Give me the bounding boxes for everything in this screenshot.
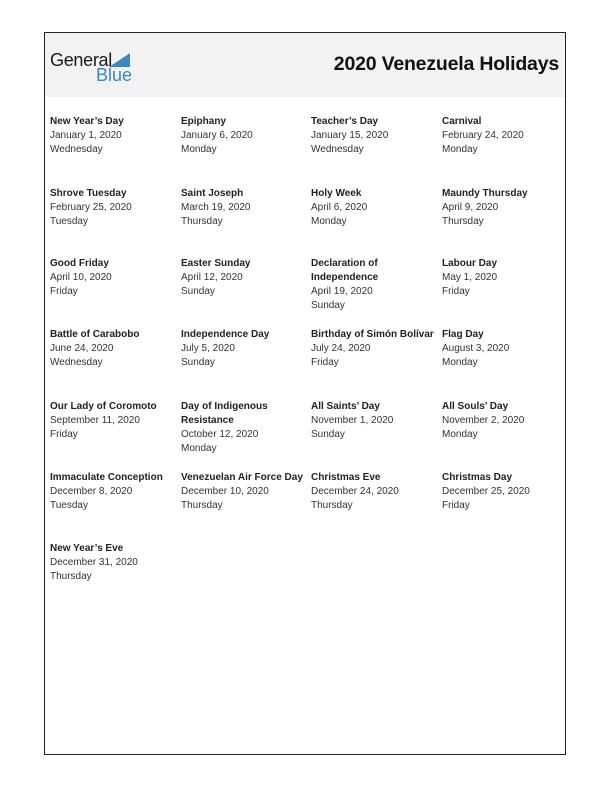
holiday-day: Tuesday — [50, 500, 88, 511]
holiday-item — [311, 187, 439, 229]
holiday-name: All Souls’ Day — [442, 401, 509, 412]
holiday-item — [442, 257, 570, 299]
holiday-name: Battle of Carabobo — [50, 329, 140, 340]
holiday-name: Day of Indigenous Resistance — [181, 401, 268, 426]
holiday-item — [442, 471, 570, 513]
holiday-name: Holy Week — [311, 188, 362, 199]
holiday-day: Monday — [311, 216, 347, 227]
holiday-day: Friday — [50, 286, 78, 297]
holiday-name: Shrove Tuesday — [50, 188, 127, 199]
holiday-name: Maundy Thursday — [442, 188, 528, 199]
holiday-date: July 5, 2020 — [181, 343, 235, 354]
holiday-date: April 12, 2020 — [181, 272, 243, 283]
holiday-name: Saint Joseph — [181, 188, 244, 199]
holiday-day: Monday — [181, 144, 217, 155]
holiday-day: Sunday — [311, 300, 345, 311]
holiday-item — [181, 187, 309, 229]
holiday-date: December 24, 2020 — [311, 486, 399, 497]
holiday-day: Wednesday — [50, 357, 103, 368]
holiday-name: Venezuelan Air Force Day — [181, 472, 303, 483]
holiday-name: Teacher’s Day — [311, 116, 379, 127]
holiday-day: Wednesday — [50, 144, 103, 155]
holiday-item — [311, 471, 439, 513]
holiday-date: April 10, 2020 — [50, 272, 112, 283]
holiday-day: Sunday — [181, 286, 215, 297]
logo-word-general: General — [50, 50, 112, 70]
holiday-day: Monday — [442, 357, 478, 368]
holiday-name: Christmas Day — [442, 472, 513, 483]
holiday-day: Sunday — [311, 429, 345, 440]
logo-word-blue: Blue — [96, 65, 133, 85]
holiday-date: November 2, 2020 — [442, 415, 525, 426]
holiday-date: August 3, 2020 — [442, 343, 510, 354]
holiday-item — [50, 328, 178, 370]
holiday-item — [311, 115, 439, 157]
holiday-day: Thursday — [181, 216, 223, 227]
holiday-item — [50, 542, 178, 584]
holiday-name: Carnival — [442, 116, 482, 127]
holiday-name: Labour Day — [442, 258, 498, 269]
holiday-item — [50, 257, 178, 299]
holiday-date: October 12, 2020 — [181, 429, 259, 440]
holiday-date: December 31, 2020 — [50, 557, 138, 568]
holiday-name: Our Lady of Coromoto — [50, 401, 157, 412]
holiday-day: Friday — [311, 357, 339, 368]
holiday-item — [442, 187, 570, 229]
holiday-day: Thursday — [311, 500, 353, 511]
holiday-item — [181, 471, 309, 513]
holiday-name: Immaculate Conception — [50, 472, 163, 483]
holiday-item — [50, 471, 178, 513]
holiday-day: Thursday — [181, 500, 223, 511]
holiday-day: Wednesday — [311, 144, 364, 155]
generalblue-logo — [50, 49, 140, 85]
holiday-day: Friday — [442, 286, 470, 297]
holiday-item — [181, 257, 309, 299]
holiday-date: January 1, 2020 — [50, 130, 122, 141]
holiday-date: September 11, 2020 — [50, 415, 140, 426]
holiday-date: November 1, 2020 — [311, 415, 394, 426]
holiday-name: Birthday of Simón Bolívar — [311, 329, 434, 340]
holiday-item — [50, 400, 178, 442]
holiday-item — [50, 115, 178, 157]
holiday-item — [181, 400, 309, 456]
holiday-name: Christmas Eve — [311, 472, 381, 483]
holiday-item — [50, 187, 178, 229]
holiday-day: Sunday — [181, 357, 215, 368]
holiday-date: May 1, 2020 — [442, 272, 498, 283]
holiday-day: Thursday — [50, 571, 92, 582]
holiday-name: Good Friday — [50, 258, 109, 269]
holiday-date: February 25, 2020 — [50, 202, 132, 213]
holiday-item — [181, 328, 309, 370]
holiday-day: Friday — [50, 429, 78, 440]
holiday-day: Monday — [181, 443, 217, 454]
holiday-item — [442, 328, 570, 370]
holiday-name: Epiphany — [181, 116, 227, 127]
holiday-name: Easter Sunday — [181, 258, 251, 269]
page-title: 2020 Venezuela Holidays — [333, 53, 559, 75]
holiday-date: April 19, 2020 — [311, 286, 373, 297]
page-header — [45, 33, 565, 97]
holiday-item — [311, 328, 439, 370]
holiday-day: Monday — [442, 144, 478, 155]
holiday-date: January 15, 2020 — [311, 130, 389, 141]
holiday-name: All Saints’ Day — [311, 401, 380, 412]
holiday-date: March 19, 2020 — [181, 202, 251, 213]
holiday-date: June 24, 2020 — [50, 343, 114, 354]
holiday-day: Monday — [442, 429, 478, 440]
holiday-item — [181, 115, 309, 157]
holiday-name: Declaration of Independence — [311, 258, 379, 283]
holiday-name: New Year’s Day — [50, 116, 124, 127]
holiday-day: Tuesday — [50, 216, 88, 227]
calendar-page — [44, 32, 566, 755]
holiday-item — [442, 115, 570, 157]
holiday-day: Thursday — [442, 216, 484, 227]
holiday-date: July 24, 2020 — [311, 343, 371, 354]
holiday-date: February 24, 2020 — [442, 130, 524, 141]
holiday-name: Flag Day — [442, 329, 484, 340]
holiday-day: Friday — [442, 500, 470, 511]
holiday-date: April 6, 2020 — [311, 202, 368, 213]
holiday-date: April 9, 2020 — [442, 202, 499, 213]
holiday-date: December 10, 2020 — [181, 486, 269, 497]
holiday-date: December 25, 2020 — [442, 486, 530, 497]
holiday-name: New Year’s Eve — [50, 543, 124, 554]
holiday-item — [311, 257, 439, 313]
holiday-date: January 6, 2020 — [181, 130, 253, 141]
holiday-item — [311, 400, 439, 442]
holiday-date: December 8, 2020 — [50, 486, 133, 497]
holiday-item — [442, 400, 570, 442]
holiday-name: Independence Day — [181, 329, 270, 340]
